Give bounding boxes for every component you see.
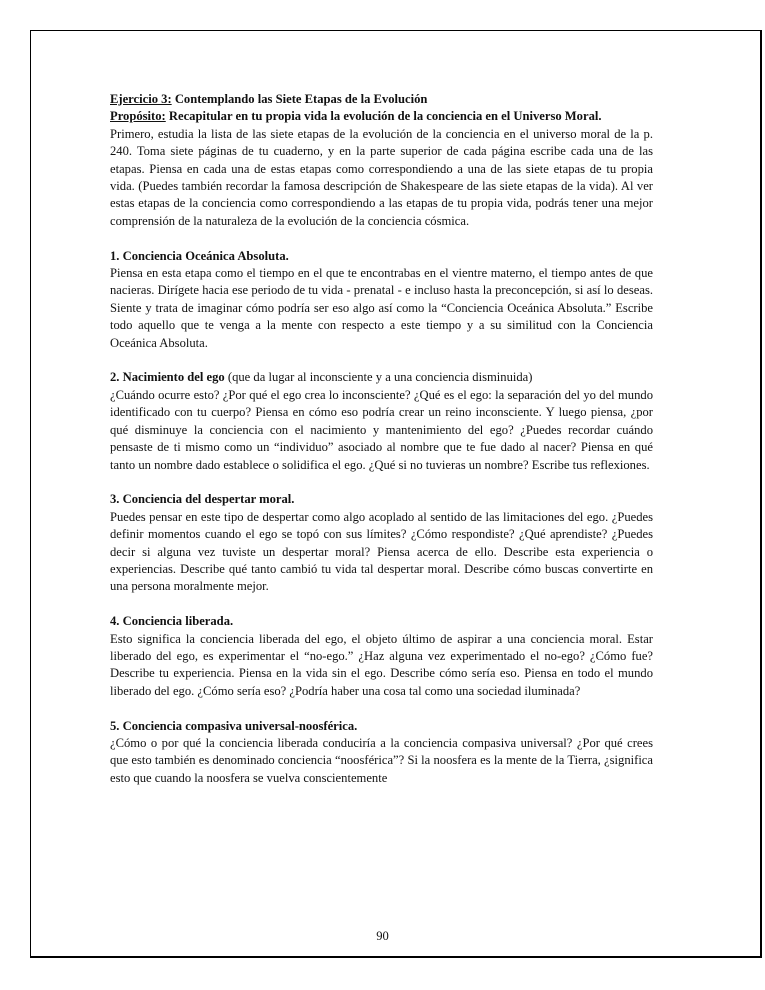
section-5 bbox=[110, 718, 653, 788]
purpose-label: Propósito: bbox=[110, 109, 166, 124]
document-body bbox=[110, 91, 653, 787]
section-body: ¿Cómo o por qué la conciencia liberada conduciría a la conciencia compasiva universal? ¿Por qué crees que esto también es denominado conciencia “noosférica”? Si la noosfera es la mente de la Tierra, ¿significa esto que cuando la noosfera se vuelva conscientemente bbox=[110, 735, 653, 785]
intro-paragraph: Primero, estudia la lista de las siete etapas de la evolución de la conciencia en el universo moral de la p. 240. Toma siete páginas de tu cuaderno, y en la parte superior de cada página escribe cada una de las etapas. Piensa en cada una de estas etapas como correspondiendo a una de las siete etapas de tu propia vida. (Puedes también recordar la famosa descripción de Shakespeare de las siete etapas de la vida). Al ver estas etapas de la conciencia como correspondiendo a las etapas de tu propia vida, podrás tener una mejor comprensión de la naturaleza de la evolución de la conciencia cósmica. bbox=[110, 126, 653, 228]
section-2 bbox=[110, 369, 653, 473]
section-body: Piensa en esta etapa como el tiempo en el que te encontrabas en el vientre materno, el tiempo antes de que nacieras. Dirígete hacia ese periodo de tu vida - prenatal - e incluso hasta la preconcepción, si así lo deseas. Siente y trata de imaginar cómo podría ser eso algo así como la “Conciencia Oceánica Absoluta.” Escribe todo aquello que te venga a la mente con respecto a este tiempo y a su similitud con la Conciencia Oceánica Absoluta. bbox=[110, 266, 653, 350]
section-1 bbox=[110, 248, 653, 352]
section-body: Esto significa la conciencia liberada del ego, el objeto último de aspirar a una conciencia moral. Estar liberado del ego, es experimentar el “no-ego.” ¿Haz alguna vez experimentado el no-ego? ¿Cómo fue? Describe tu experiencia. Piensa en la vida sin el ego. Describe cómo sería eso. Piensa en todo el mundo liberado del ego. ¿Cómo sería eso? ¿Podría haber una cosa tal como una sociedad iluminada? bbox=[110, 631, 653, 698]
exercise-label: Ejercicio 3: bbox=[110, 92, 172, 106]
exercise-title: Contemplando las Siete Etapas de la Evolución bbox=[174, 92, 428, 106]
section-title: 2. Nacimiento del ego bbox=[110, 370, 225, 385]
section-4 bbox=[110, 613, 653, 700]
section-body: Puedes pensar en este tipo de despertar como algo acoplado al sentido de las limitaciones del ego. ¿Puedes definir momentos cuando el ego se topó con sus límites? ¿Cómo respondiste? ¿Qué aprendiste? ¿Puedes decir si alguna vez tuviste un despertar moral? Piensa acerca de ello. Describe esta experiencia o experiencias. Describe qué tanto cambió tu vida tal despertar moral. Describe cómo buscas convertirte en una persona moralmente mejor. bbox=[110, 509, 653, 594]
section-title: 3. Conciencia del despertar moral. bbox=[110, 492, 295, 507]
section-body: ¿Cuándo ocurre esto? ¿Por qué el ego crea lo inconsciente? ¿Qué es el ego: la separación del yo del mundo identificado con tu cuerpo? Piensa en cómo eso podría crear un reino inconsciente. Y luego piensa, ¿por qué disminuye la conciencia con el nacimiento y mantenimiento del ego? ¿Puedes recordar cuándo pensaste de ti mismo como un “individuo” asociado al nombre que te fue dado al nacer? Piensa en qué tanto un nombre dado establece o solidifica el ego. ¿Qué si no tuvieras un nombre? Escribe tus reflexiones. bbox=[110, 387, 653, 472]
section-title: 4. Conciencia liberada. bbox=[110, 614, 234, 629]
section-title: 1. Conciencia Oceánica Absoluta. bbox=[110, 248, 289, 263]
section-title: 5. Conciencia compasiva universal-noosférica. bbox=[110, 718, 358, 733]
page-number: 90 bbox=[376, 929, 389, 943]
purpose-text: Recapitular en tu propia vida la evolución de la conciencia en el Universo Moral. bbox=[168, 109, 602, 124]
exercise-heading bbox=[110, 91, 653, 108]
purpose-line bbox=[110, 108, 653, 125]
section-3 bbox=[110, 491, 653, 595]
section-subtitle: (que da lugar al inconsciente y a una conciencia disminuida) bbox=[224, 370, 533, 385]
